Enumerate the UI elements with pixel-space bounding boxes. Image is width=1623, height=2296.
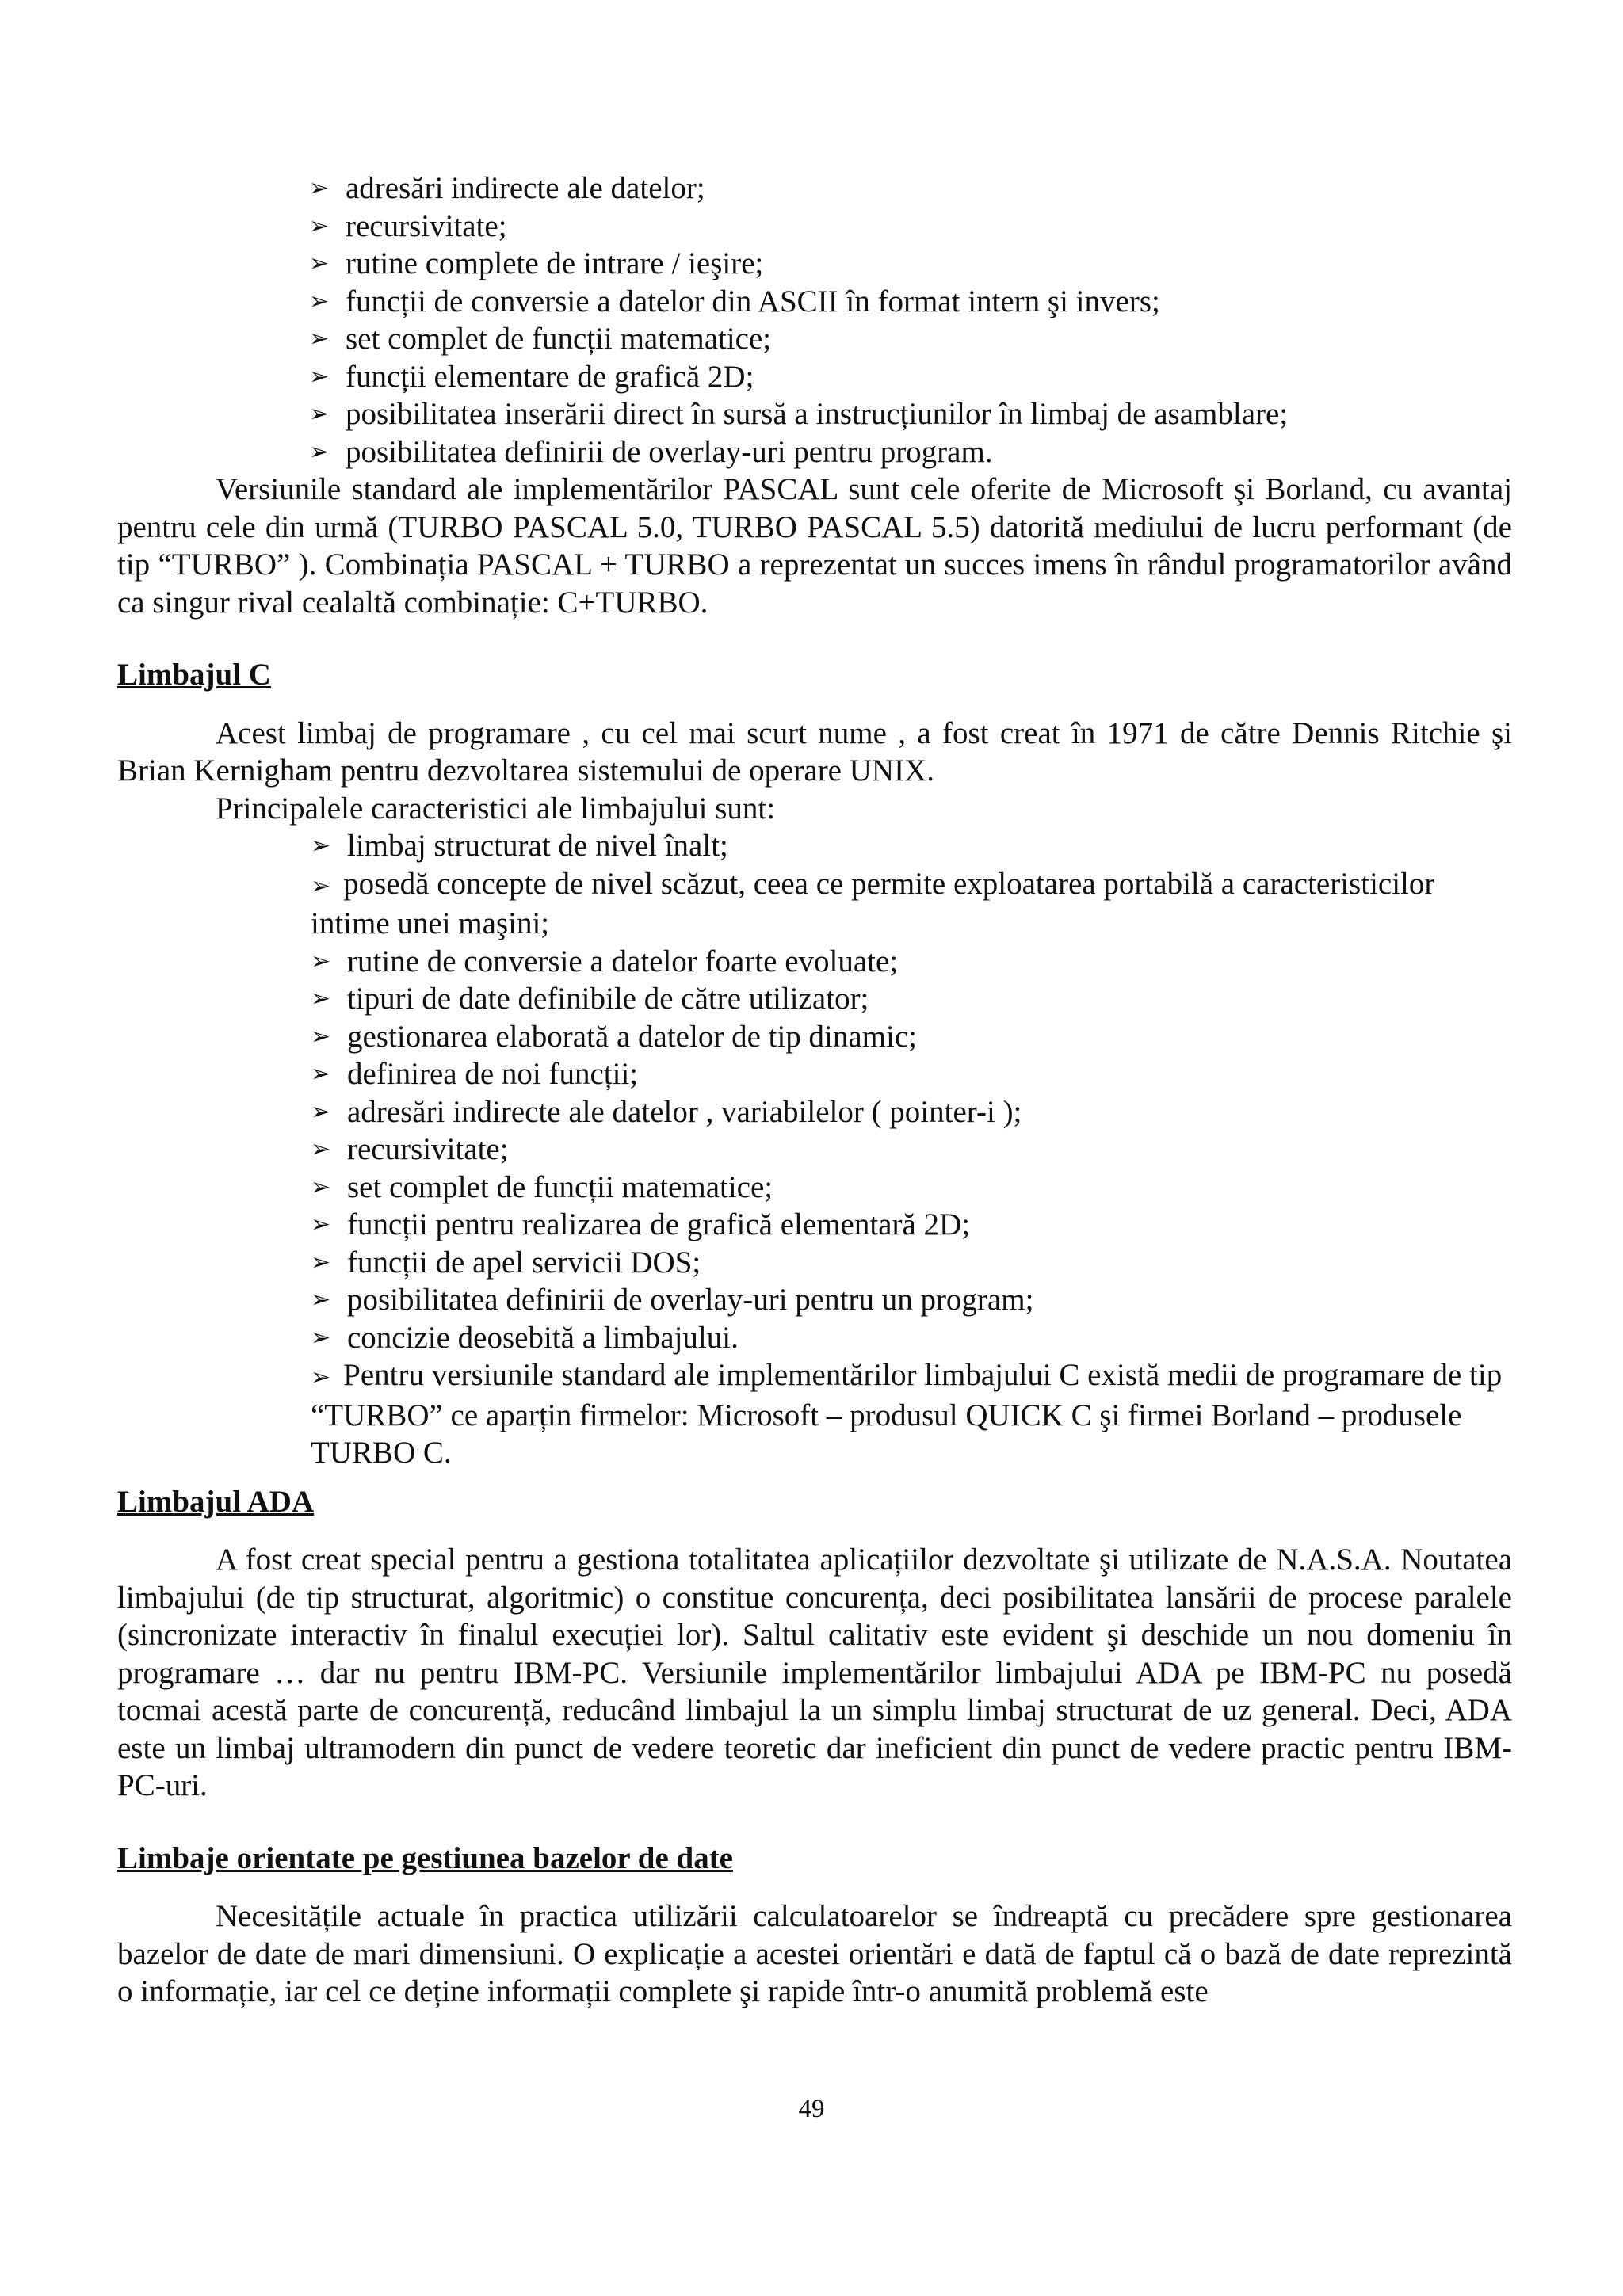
list-item — [311, 1319, 1512, 1357]
paragraph-ada: A fost creat special pentru a gestiona totalitatea aplicațiilor dezvoltate şi utilizate de N.A.S.A. Noutatea limbajului (de tip structurat, algoritmic) o constitue concurența, deci posibilitatea lansării de procese paralele (sincronizate interactiv în finalul execuției lor). Saltul calitativ este evident şi deschide un nou domeniu în programare … dar nu pentru IBM-PC. Versiunile implementărilor limbajului ADA pe IBM-PC nu posedă tocmai acestă parte de concurență, reducând limbajul la un simplu limbaj structurat de uz general. Deci, ADA este un limbaj ultramodern din punct de vedere teoretic dar ineficient din punct de vedere practic pentru IBM-PC-uri. — [117, 1543, 1512, 1802]
arrow-bullet-icon: ➢ — [309, 325, 330, 353]
arrow-bullet-icon: ➢ — [311, 1022, 331, 1051]
page-number: 49 — [798, 2095, 825, 2123]
paragraph-c-characteristics: Principalele caracteristici ale limbajului sunt: — [216, 791, 776, 826]
list-item-text: adresări indirecte ale datelor , variabilelor ( pointer-i ); — [347, 1094, 1022, 1129]
list-item — [311, 865, 1512, 943]
heading-limbajul-ada: Limbajul ADA — [117, 1484, 315, 1519]
list-item-text: adresări indirecte ale datelor; — [346, 171, 705, 205]
arrow-bullet-icon: ➢ — [309, 250, 330, 277]
list-item — [309, 320, 1512, 358]
list-item — [311, 1281, 1512, 1319]
list-item-text: concizie deosebită a limbajului. — [347, 1320, 739, 1355]
paragraph-c-intro: Acest limbaj de programare , cu cel mai scurt nume , a fost creat în 1971 de către Dennis Ritchie şi Brian Kernigham pentru dezvoltarea sistemului de operare UNIX. — [117, 715, 1512, 788]
arrow-bullet-icon: ➢ — [311, 1211, 331, 1238]
feature-list-pascal — [117, 170, 1512, 471]
arrow-bullet-icon: ➢ — [309, 437, 330, 466]
list-item — [311, 943, 1512, 981]
list-item-text: tipuri de date definibile de către utilizator; — [347, 982, 869, 1016]
arrow-bullet-icon: ➢ — [309, 287, 330, 315]
list-item — [311, 1018, 1512, 1056]
list-item-text: rutine de conversie a datelor foarte evoluate; — [347, 944, 899, 978]
list-item-text: funcții de apel servicii DOS; — [347, 1245, 701, 1280]
arrow-bullet-icon: ➢ — [311, 985, 331, 1013]
paragraph-baze-de-date: Necesitățile actuale în practica utilizării calculatoarelor se îndreaptă cu precădere spre gestionarea bazelor de date de mari dimensiuni. O explicație a acestei orientări e dată de faptul că o bază de date reprezintă o informație, iar cel ce deține informații complete şi rapide într-o anumită problemă este — [117, 1899, 1512, 2008]
list-item — [311, 827, 1512, 865]
list-item — [311, 1244, 1512, 1282]
arrow-bullet-icon: ➢ — [311, 947, 331, 975]
list-item — [311, 1356, 1512, 1472]
list-item-text: definirea de noi funcții; — [347, 1057, 639, 1091]
list-item — [309, 433, 1512, 471]
list-item-text: posibilitatea definirii de overlay-uri pentru program. — [346, 434, 993, 469]
list-item-text: limbaj structurat de nivel înalt; — [347, 829, 728, 863]
list-item — [309, 208, 1512, 246]
arrow-bullet-icon: ➢ — [311, 1363, 331, 1391]
arrow-bullet-icon: ➢ — [311, 1323, 331, 1352]
list-item — [309, 283, 1512, 321]
page-content — [117, 170, 1512, 2011]
list-item — [309, 358, 1512, 396]
list-item-text: rutine complete de intrare / ieşire; — [346, 246, 764, 280]
list-item — [311, 1093, 1512, 1131]
list-item-text: funcții de conversie a datelor din ASCII în format intern şi invers; — [346, 284, 1160, 318]
arrow-bullet-icon: ➢ — [309, 362, 330, 391]
list-item-text: posibilitatea definirii de overlay-uri pentru un program; — [347, 1283, 1034, 1317]
list-item-text: funcții pentru realizarea de grafică elementară 2D; — [347, 1207, 971, 1241]
list-item — [309, 170, 1512, 208]
list-item-text: Pentru versiunile standard ale implementărilor limbajului C există medii de programare de tip “TURBO” ce aparțin firmelor: Microsoft – produsul QUICK C şi firmei Borland – produsele TURBO C. — [311, 1358, 1503, 1470]
list-item-text: recursivitate; — [346, 208, 507, 243]
arrow-bullet-icon: ➢ — [311, 832, 331, 860]
list-item — [309, 245, 1512, 283]
arrow-bullet-icon: ➢ — [311, 1097, 331, 1126]
arrow-bullet-icon: ➢ — [309, 212, 330, 240]
list-item-text: funcții elementare de grafică 2D; — [346, 359, 754, 394]
arrow-bullet-icon: ➢ — [309, 174, 330, 202]
list-item-text: posibilitatea inserării direct în sursă a instrucțiunilor în limbaj de asamblare; — [346, 397, 1289, 431]
arrow-bullet-icon: ➢ — [311, 871, 331, 900]
list-item — [311, 980, 1512, 1018]
arrow-bullet-icon: ➢ — [311, 1173, 331, 1201]
list-item — [311, 1131, 1512, 1169]
list-item-text: set complet de funcții matematice; — [346, 322, 772, 356]
list-item — [311, 1169, 1512, 1207]
list-item-text: set complet de funcții matematice; — [347, 1169, 773, 1204]
list-item — [311, 1055, 1512, 1093]
list-item — [311, 1206, 1512, 1244]
heading-limbaje-baze-de-date: Limbaje orientate pe gestiunea bazelor de date — [117, 1840, 733, 1875]
arrow-bullet-icon: ➢ — [309, 400, 330, 428]
arrow-bullet-icon: ➢ — [311, 1060, 331, 1088]
arrow-bullet-icon: ➢ — [311, 1135, 331, 1163]
paragraph-pascal-versions: Versiunile standard ale implementărilor PASCAL sunt cele oferite de Microsoft şi Borland, cu avantaj pentru cele din urmă (TURBO PASCAL 5.0, TURBO PASCAL 5.5) datorită mediului de lucru performant (de tip “TURBO” ). Combinația PASCAL + TURBO a reprezentat un succes imens în rândul programatorilor având ca singur rival cealaltă combinație: C+TURBO. — [117, 472, 1512, 620]
list-item-text: gestionarea elaborată a datelor de tip dinamic; — [347, 1019, 918, 1054]
list-item — [309, 395, 1512, 433]
heading-limbajul-c: Limbajul C — [117, 658, 271, 692]
arrow-bullet-icon: ➢ — [311, 1286, 331, 1314]
list-item-text: posedă concepte de nivel scăzut, ceea ce permite exploatarea portabilă a caracteristicilor intime unei maşini; — [311, 866, 1435, 940]
list-item-text: recursivitate; — [347, 1132, 509, 1166]
feature-list-c — [117, 827, 1512, 1472]
arrow-bullet-icon: ➢ — [311, 1248, 331, 1276]
